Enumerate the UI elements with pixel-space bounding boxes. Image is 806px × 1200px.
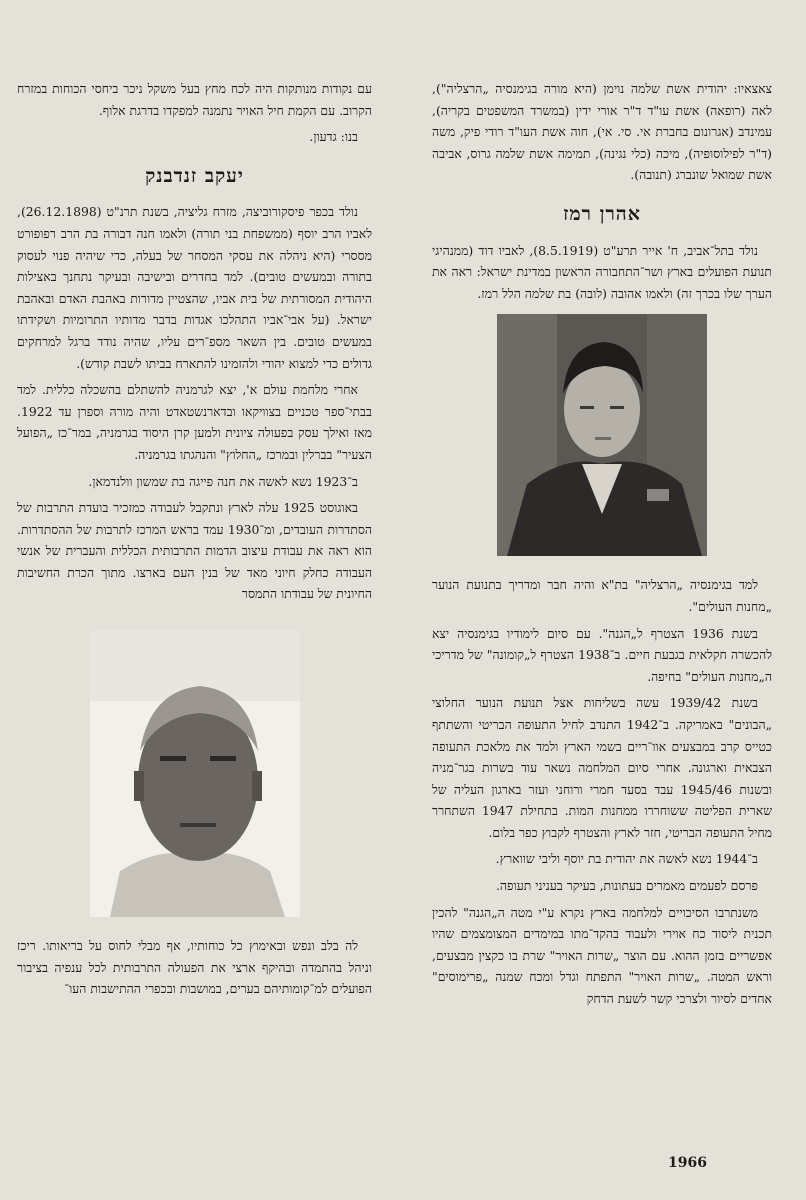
bio-paragraph: פרסם לפעמים מאמרים בעתונות, בעיקר בעניני תעופה. <box>495 878 758 894</box>
bio-paragraph: משנתרבו הסיכויים למלחמה בארץ נקרא ע"י מטה ה„הגנה" להכין תכנית ליסוד כח אוירי ולעבוד בהקד־מתו במימדים המצומצמים שהיו אפשריים בזמן ההוא. עם הוצר „שרות האויר" שרת בו כקצין מבצעים, וראש המטה. „שרות האויר" התפתח וגדל ומכח שמנה „פרימוסים" אחדים לסיור ולצרכי קשר לשעת הדחק <box>432 904 772 1007</box>
bio-paragraph: ב־1923 נשא לאשה את חנה פייגה בת שמשון וולנדמאן. <box>88 473 358 489</box>
bio-paragraph: נולד בכפר פיסקורוביצה, מזרח גליציה, בשנת תרנ"ט (26.12.1898), לאביו הרב יוסף (ממשפחת בני תורה) ולאמו חנה דבורה בת הרב רפופורט מססרי (היא ניהלה את עסקי המסחר של בעלה, כדי שיהיה פנוי לעסוק בתורה ובמעשים טובים). למד בחדרים ובישיבה ובעיקר נתחנך באצילות היהודית המסורתית של בית אביו, שהצטיין מדורות באהבת האדם ובאהבת ישראל. (על אבי־אביו התהלכו אגדות בדבר מדותיו התרומיות ושקידתו במעשים טובים. בין השאר מספ־רים עליו, שהיה נודד ברגל למרחקים גדולים כדי למצוא יהודי ולהזמינו להתארח בביתו לשבת קודש). <box>17 204 372 371</box>
portrait-photo-aharon-remez <box>497 314 707 556</box>
bio-paragraph: בשנת 1939/42 עשה בשליחות אצל תנועת הנוער החלוצי „הבונים" באמריקה. ב־1942 התנדב לחיל התעופה הבריטי והשתתף כטייס קרב במבצעים אוו־ריים בשמי הארץ ולמד את מלאכת התעופה הצבאית וארגונה. אחרי סיום המלחמה נשאר עוד בשרות בגר־מניה ובשנות 1945/46 עבד בסעד חמרי ורוחני ועזר בארגון העליה של שארית הפליטה ששוחררו ממחנות המות. בתחילת 1947 השתחרר מחיל התעופה הבריטי, חזר לארץ והצטרף לקבוץ כפר בלום. <box>432 695 773 840</box>
bio-paragraph: בשנת 1936 הצטרף ל„הגנה". עם סיום לימודיו בגימנסיה יצא להכשרה חקלאית בגבעת חיים. ב־1938 הצטרף ל„קומונה" של מדריכי ה„מחנות העולים" בחיפה. <box>432 625 772 684</box>
right-column <box>432 78 772 1015</box>
left-column <box>17 78 372 1005</box>
bio-paragraph: נולד בתל־אביב, ח' אייר תרע"ט (8.5.1919), לאביו דוד (ממנהיגי תנועת הפועלים בארץ ושר־התחבורה הראשון במדינת ישראל: ראה את הערך שלו בכרך זה) ולאמו אהובה (לובה) בת שלמה הלל רמז. <box>432 242 772 301</box>
continuation-paragraph: עם נקודות מנותקות היה לכח מחץ בעל משקל ניכר ביחסי הכוחות במזרח הקרוב. עם הקמת חיל האויר נתמנה למפקדו בדרגת אלוף. <box>17 81 372 118</box>
bio-paragraph: באוגוסט 1925 עלה לארץ ונתקבל לעבודה כמזכיר בועדת התרבות של הסתדרות העובדים, ומ־1930 עמד בראש המרכז לתרבות של ההסתדרות. הוא ראה את עבודת עיצוב הדמות התרבותית הכללית והעברית של אנשי העבודה כחלק חיוני מאד של בנין העם בארצו. מתוך הכרת החשיבות החיונית של עבודתו התמסר <box>17 500 372 602</box>
bio-paragraph: למד בגימנסיה „הרצליה" בת"א והיה חבר ומדריך בתנועת הנוער „מחנות העולים". <box>432 577 772 614</box>
children-paragraph: בנו: גדעון. <box>309 129 358 145</box>
portrait-photo-yaakov-zandbank <box>90 631 300 917</box>
bio-paragraph: ב־1944 נשא לאשה את יהודית בת יוסף וליבי שווארץ. <box>495 851 758 867</box>
entry-heading-yaakov-zandbank: יעקב זנדבנק <box>145 164 244 187</box>
bio-paragraph: לה בלב ונפש ובאימוץ כל כוחותיו, אף מבלי לחוס על בריאותו. ריכז וניהל בהתמדה ובהיקף ארצי את הפעולה התרבותית לכל ענפיה בציבור הפועלים למ־קומותיהם בערים, במושבות ובכפרי ההתישבות העו־ <box>17 938 372 997</box>
children-paragraph: צאצאיו: יהודית אשת שלמה נוימן (היא מורה בגימנסיה „הרצליה"), לאה (רופאה) אשת עו"ד ד"ר אורי ידין (במשרד המשפטים בקריה), עמינדב (אגרונום בחברת אי. סי. אי), חוה אשת העו"ד רודי פיק, משה (ד"ר לפילוסופיה), מיכה (כלי נגינה), תמימה אשת שלמה גרוס, אביבה אשת שמואל שונברג (תנובה). <box>432 81 772 183</box>
bio-paragraph: אחרי מלחמת עולם א', יצא לגרמניה להשתלם בהשכלה כללית. למד בבתי־ספר טכניים בצוויקאו ובדארנשטאדט והיה מורה וספרן עד 1922. מאז ואילך עסק בפעולה ציונית ולמען קרן היסוד בגרמניה, במר־כז „הפועל הצעיר" בברלין ובמרכז „החלוץ" והנהגתו בגרמניה. <box>17 382 372 462</box>
page-number: 1966 <box>668 1155 707 1171</box>
entry-heading-aharon-remez: אהרן רמז <box>563 202 641 225</box>
